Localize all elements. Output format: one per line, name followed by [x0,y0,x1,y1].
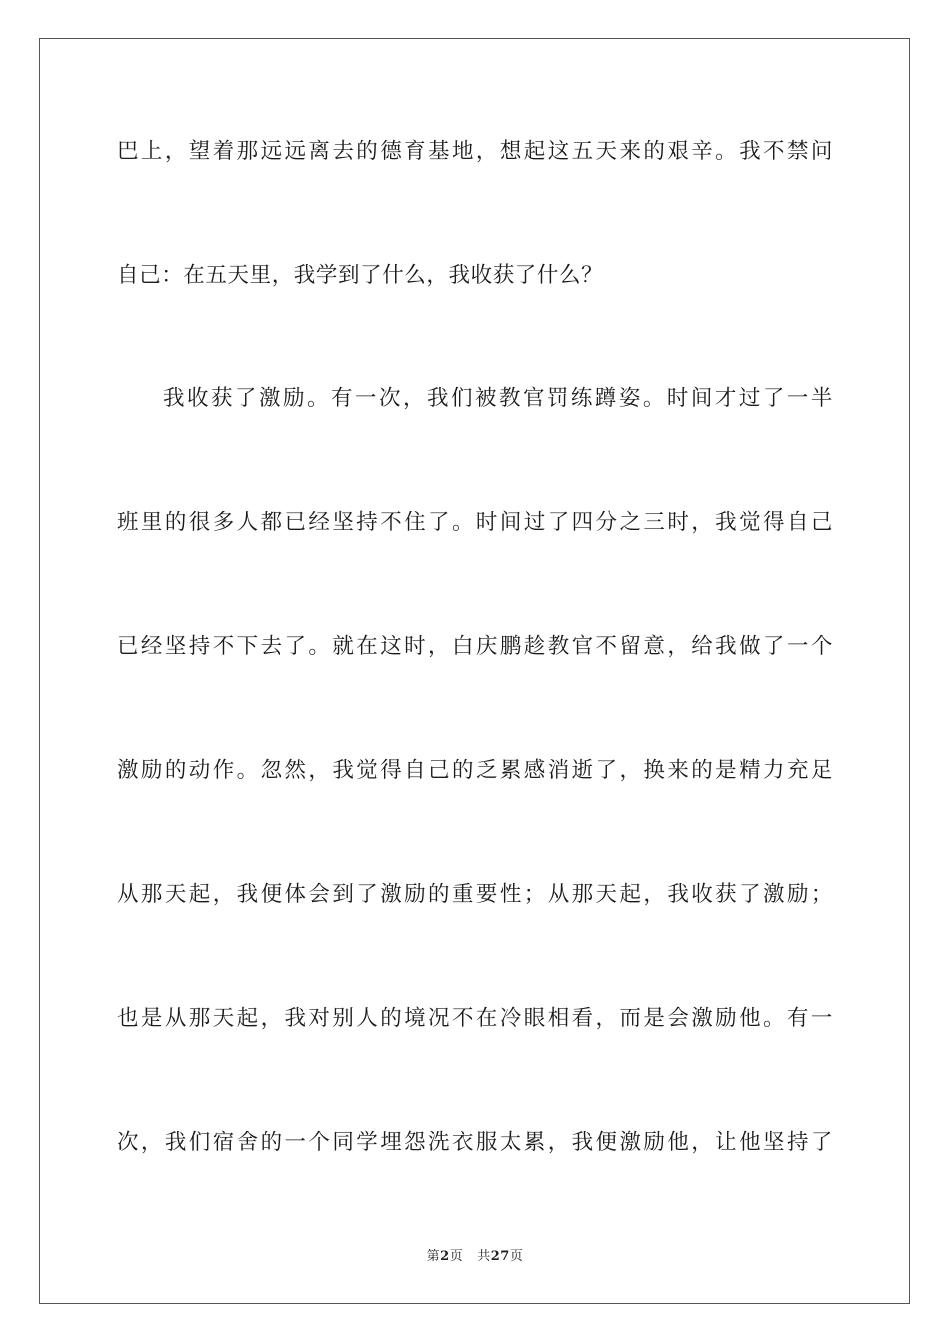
text-line-3: 我收获了激励。有一次，我们被教官罚练蹲姿。时间才过了一半 [163,386,833,411]
text-line-7: 从那天起，我便体会到了激励的重要性；从那天起，我收获了激励； [117,882,833,907]
text-line-4: 班里的很多人都已经坚持不住了。时间过了四分之三时，我觉得自己 [117,510,833,535]
footer-page-number: 2 [440,1249,450,1264]
page-footer [0,1248,950,1266]
page-border [39,38,910,1304]
text-line-2: 自己：在五天里，我学到了什么，我收获了什么？ [117,263,604,288]
footer-total-pages: 27 [490,1249,510,1264]
text-line-5: 已经坚持不下去了。就在这时，白庆鹏趁教官不留意，给我做了一个 [117,634,833,659]
text-line-9: 次，我们宿舍的一个同学埋怨洗衣服太累，我便激励他，让他坚持了 [117,1130,833,1155]
text-line-6: 激励的动作。忽然，我觉得自己的乏累感消逝了，换来的是精力充足 [117,758,833,783]
footer-total-suffix: 页 [509,1249,524,1264]
footer-page-suffix: 页 [449,1249,464,1264]
text-line-8: 也是从那天起，我对别人的境况不在冷眼相看，而是会激励他。有一 [117,1006,833,1031]
footer-total-prefix: 共 [477,1249,491,1264]
footer-page-prefix: 第 [426,1249,441,1264]
text-line-1: 巴上，望着那远远离去的德育基地，想起这五天来的艰辛。我不禁问 [117,139,833,164]
